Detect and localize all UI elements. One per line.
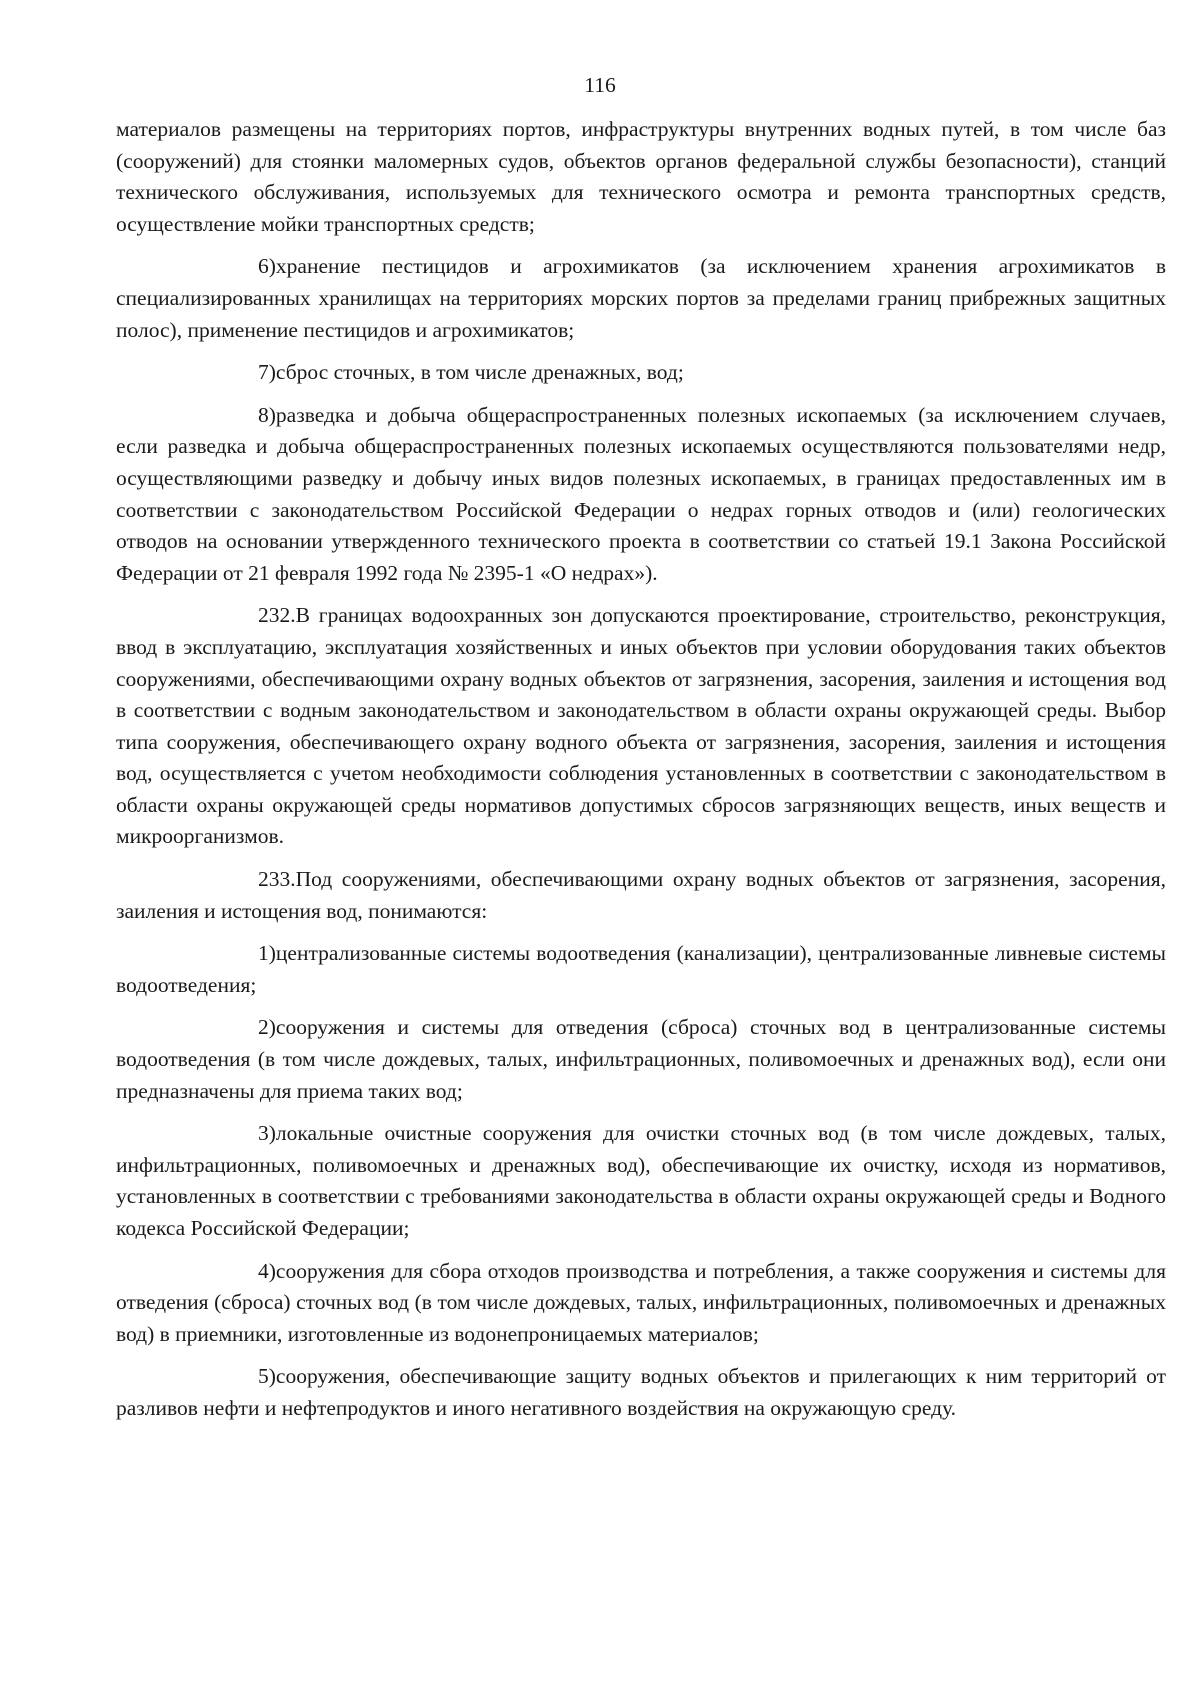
clause-232 <box>116 600 1166 853</box>
item-number: 2) <box>258 1015 276 1040</box>
item-number: 8) <box>258 402 276 427</box>
item-text: сооружения, обеспечивающие защиту водных объектов и прилегающих к ним территорий от разливов нефти и нефтепродуктов и иного негативного воздействия на окружающую среду. <box>116 1364 1166 1420</box>
item-text: сооружения и системы для отведения (сброса) сточных вод в централизованные системы водоотведения (в том числе дождевых, талых, инфильтрационных, поливомоечных и дренажных вод), если они предназначены для приема таких вод; <box>116 1015 1166 1103</box>
item-number: 4) <box>258 1258 276 1283</box>
list-item-1 <box>116 938 1166 1001</box>
document-body <box>116 114 1166 1436</box>
list-item-4 <box>116 1256 1166 1351</box>
list-item-6 <box>116 251 1166 346</box>
clause-number: 233. <box>258 867 296 892</box>
paragraph-text: материалов размещены на территориях портов, инфраструктуры внутренних водных путей, в том числе баз (сооружений) для стоянки маломерных судов, объектов органов федеральной службы безопасности), станций технического обслуживания, используемых для технического осмотра и ремонта транспортных средств, осуществление мойки транспортных средств; <box>116 117 1166 236</box>
list-item-3 <box>116 1118 1166 1244</box>
page-number: 116 <box>584 73 616 97</box>
item-number: 5) <box>258 1364 276 1389</box>
clause-233 <box>116 864 1166 927</box>
list-item-7 <box>116 357 1166 389</box>
item-text: хранение пестицидов и агрохимикатов (за исключением хранения агрохимикатов в специализированных хранилищах на территориях морских портов за пределами границ прибрежных защитных полос), применение пестицидов и агрохимикатов; <box>116 254 1166 342</box>
list-item-5 <box>116 1361 1166 1424</box>
item-text: локальные очистные сооружения для очистки сточных вод (в том числе дождевых, талых, инфильтрационных, поливомоечных и дренажных вод), обеспечивающие их очистку, исходя из нормативов, установленных в соответствии с требованиями законодательства в области охраны окружающей среды и Водного кодекса Российской Федерации; <box>116 1121 1166 1240</box>
item-text: разведка и добыча общераспространенных полезных ископаемых (за исключением случаев, если разведка и добыча общераспространенных полезных ископаемых осуществляются пользователями недр, осуществляющими разведку и добычу иных видов полезных ископаемых, в границах предоставленных им в соответствии с законодательством Российской Федерации о недрах горных отводов и (или) геологических отводов на основании утвержденного технического проекта в соответствии со статьей 19.1 Закона Российской Федерации от 21 февраля 1992 года № 2395-1 «О недрах»). <box>116 402 1166 585</box>
item-number: 1) <box>258 941 276 966</box>
clause-number: 232. <box>258 603 296 628</box>
clause-text: В границах водоохранных зон допускаются проектирование, строительство, реконструкция, ввод в эксплуатацию, эксплуатация хозяйственных и иных объектов при условии оборудования таких объектов сооружениями, обеспечивающими охрану водных объектов от загрязнения, засорения, заиления и истощения вод в соответствии с водным законодательством и законодательством в области охраны окружающей среды. Выбор типа сооружения, обеспечивающего охрану водного объекта от загрязнения, засорения, заиления и истощения вод, осуществляется с учетом необходимости соблюдения установленных в соответствии с законодательством в области охраны окружающей среды нормативов допустимых сбросов загрязняющих веществ, иных веществ и микроорганизмов. <box>116 603 1166 849</box>
item-text: централизованные системы водоотведения (канализации), централизованные ливневые системы водоотведения; <box>116 941 1166 997</box>
item-text: сброс сточных, в том числе дренажных, вод; <box>275 360 684 385</box>
clause-text: Под сооружениями, обеспечивающими охрану водных объектов от загрязнения, засорения, заиления и истощения вод, понимаются: <box>116 867 1166 923</box>
item-number: 7) <box>258 360 276 385</box>
list-item-8 <box>116 400 1166 590</box>
item-number: 3) <box>258 1121 276 1146</box>
paragraph-continuation <box>116 114 1166 240</box>
item-number: 6) <box>258 254 276 279</box>
list-item-2 <box>116 1012 1166 1107</box>
item-text: сооружения для сбора отходов производства и потребления, а также сооружения и системы для отведения (сброса) сточных вод (в том числе дождевых, талых, инфильтрационных, поливомоечных и дренажных вод) в приемники, изготовленные из водонепроницаемых материалов; <box>116 1258 1166 1346</box>
